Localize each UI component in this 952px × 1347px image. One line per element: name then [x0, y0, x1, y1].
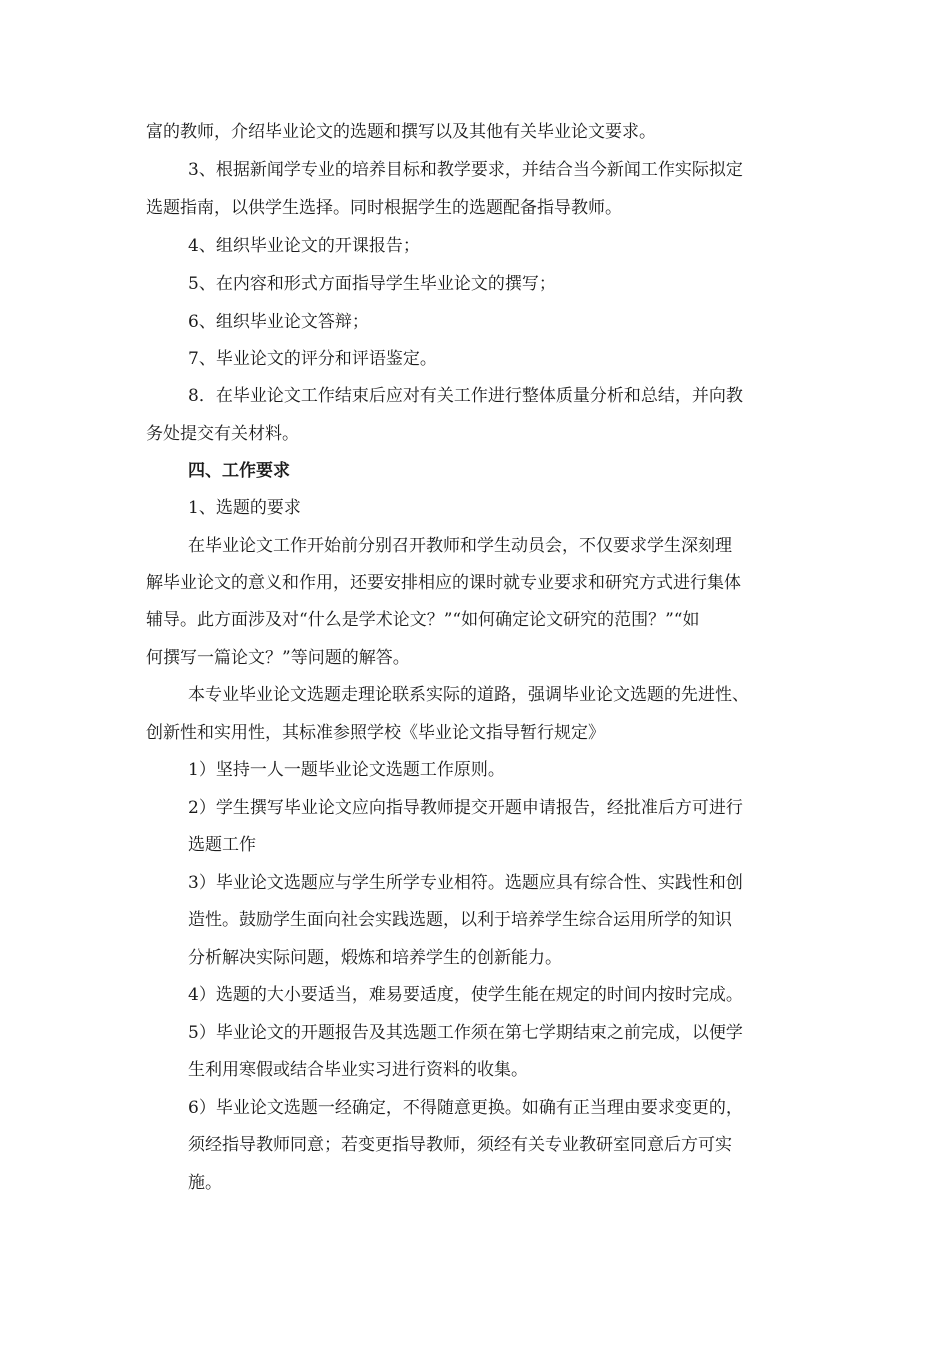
text-line: 创新性和实用性，其标准参照学校《毕业论文指导暂行规定》	[146, 723, 605, 743]
list-item-continuation: 造性。鼓励学生面向社会实践选题，以利于培养学生综合运用所学的知识	[188, 910, 732, 930]
text-line: 在毕业论文工作开始前分别召开教师和学生动员会，不仅要求学生深刻理	[188, 536, 732, 556]
list-item: 5）毕业论文的开题报告及其选题工作须在第七学期结束之前完成，以便学	[188, 1023, 743, 1043]
list-item-continuation: 分析解决实际问题，煅炼和培养学生的创新能力。	[188, 948, 562, 968]
text-line: 辅导。此方面涉及对“什么是学术论文？”“如何确定论文研究的范围？”“如	[146, 610, 700, 630]
text-line: 4、组织毕业论文的开课报告；	[188, 236, 420, 256]
list-item: 3）毕业论文选题应与学生所学专业相符。选题应具有综合性、实践性和创	[188, 873, 743, 893]
list-item: 1）坚持一人一题毕业论文选题工作原则。	[188, 760, 505, 780]
list-item: 6）毕业论文选题一经确定，不得随意更换。如确有正当理由要求变更的，	[188, 1098, 743, 1118]
list-item: 2）学生撰写毕业论文应向指导教师提交开题申请报告，经批准后方可进行	[188, 798, 743, 818]
text-line: 6、组织毕业论文答辩；	[188, 312, 369, 332]
text-line: 8．在毕业论文工作结束后应对有关工作进行整体质量分析和总结，并向教	[188, 386, 743, 406]
section-heading: 四、工作要求	[188, 461, 290, 481]
list-item-continuation: 生利用寒假或结合毕业实习进行资料的收集。	[188, 1060, 528, 1080]
list-item-continuation: 选题工作	[188, 835, 256, 855]
text-line: 5、在内容和形式方面指导学生毕业论文的撰写；	[188, 274, 556, 294]
list-item: 4）选题的大小要适当，难易要适度，使学生能在规定的时间内按时完成。	[188, 985, 743, 1005]
text-line: 务处提交有关材料。	[146, 424, 299, 444]
text-line: 选题指南，以供学生选择。同时根据学生的选题配备指导教师。	[146, 198, 622, 218]
list-item-continuation: 施。	[188, 1173, 222, 1193]
text-line: 7、毕业论文的评分和评语鉴定。	[188, 349, 437, 369]
list-item-continuation: 须经指导教师同意；若变更指导教师，须经有关专业教研室同意后方可实	[188, 1135, 732, 1155]
text-line: 富的教师，介绍毕业论文的选题和撰写以及其他有关毕业论文要求。	[146, 122, 656, 142]
text-line: 本专业毕业论文选题走理论联系实际的道路，强调毕业论文选题的先进性、	[188, 685, 749, 705]
text-line: 3、根据新闻学专业的培养目标和教学要求，并结合当今新闻工作实际拟定	[188, 160, 743, 180]
text-line: 解毕业论文的意义和作用，还要安排相应的课时就专业要求和研究方式进行集体	[146, 573, 741, 593]
text-line: 何撰写一篇论文？”等问题的解答。	[146, 648, 410, 668]
subsection-heading: 1、选题的要求	[188, 498, 301, 518]
